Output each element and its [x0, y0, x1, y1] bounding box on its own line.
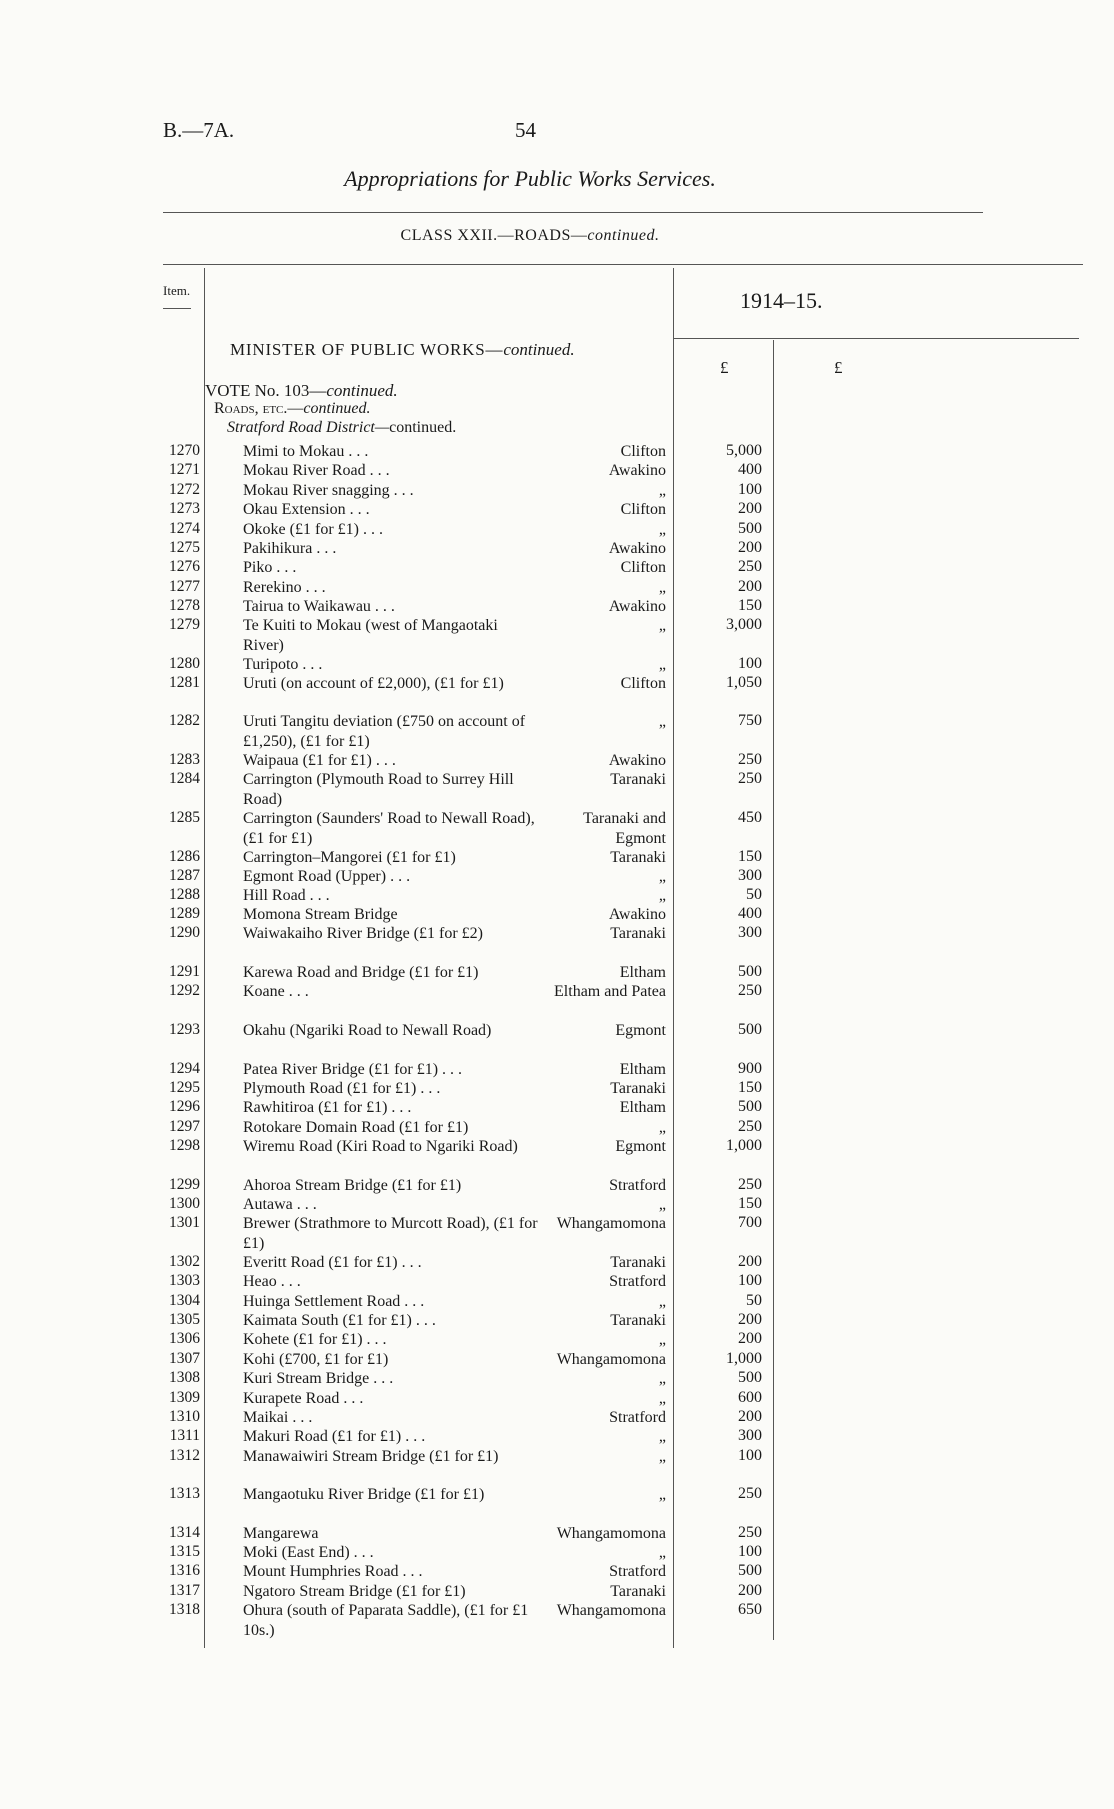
item-amount: 300 — [738, 867, 762, 884]
item-amount: 100 — [738, 1447, 762, 1464]
item-amount: 650 — [738, 1601, 762, 1618]
item-description: Kuri Stream Bridge . . . — [243, 1370, 394, 1387]
item-district: Taranaki — [610, 1080, 666, 1097]
item-number: 1278 — [169, 597, 200, 614]
item-description: Kohi (£700, £1 for £1) — [243, 1351, 389, 1368]
item-description: Carrington (Plymouth Road to Surrey Hill Road) — [243, 771, 514, 808]
item-amount: 50 — [746, 886, 762, 903]
item-amount: 100 — [738, 481, 762, 498]
district-heading-main: Stratford Road District— — [227, 419, 390, 436]
item-amount: 200 — [738, 1582, 762, 1599]
item-district: Awakino — [608, 462, 666, 479]
item-number: 1310 — [169, 1408, 200, 1425]
class-heading-suffix: continued. — [587, 227, 660, 244]
item-district: Clifton — [620, 501, 666, 518]
item-amount: 200 — [738, 1311, 762, 1328]
item-description: Mimi to Mokau . . . — [243, 443, 369, 460]
item-number: 1285 — [169, 809, 200, 826]
item-description: Hill Road . . . — [243, 887, 330, 904]
item-description: Carrington (Saunders' Road to Newall Road), (£1 for £1) — [243, 810, 535, 847]
item-description: Plymouth Road (£1 for £1) . . . — [243, 1080, 441, 1097]
item-amount: 200 — [738, 578, 762, 595]
district-heading — [227, 419, 456, 437]
item-number: 1275 — [169, 539, 200, 556]
year-rule — [674, 338, 1079, 339]
item-amount: 3,000 — [726, 616, 762, 633]
item-number: 1291 — [169, 963, 200, 980]
item-amount: 250 — [738, 1485, 762, 1502]
item-number: 1273 — [169, 500, 200, 517]
item-description: Uruti (on account of £2,000), (£1 for £1) — [243, 675, 504, 692]
item-number: 1306 — [169, 1330, 200, 1347]
item-number: 1283 — [169, 751, 200, 768]
item-amount: 1,050 — [726, 674, 762, 691]
roads-heading — [214, 400, 371, 418]
item-number: 1279 — [169, 616, 200, 633]
item-district: Whangamomona — [556, 1215, 666, 1232]
item-description: Patea River Bridge (£1 for £1) . . . — [243, 1061, 463, 1078]
roads-heading-main: Roads, etc.— — [214, 400, 304, 417]
item-number: 1316 — [169, 1562, 200, 1579]
amount-column-divider — [773, 340, 774, 1640]
item-district: Taranaki — [610, 849, 666, 866]
item-number: 1289 — [169, 905, 200, 922]
item-district: „ — [658, 1331, 666, 1348]
item-number: 1271 — [169, 461, 200, 478]
page-title: Appropriations for Public Works Services. — [344, 166, 716, 191]
item-number: 1294 — [169, 1060, 200, 1077]
item-description: Huinga Settlement Road . . . — [243, 1293, 425, 1310]
item-district: Taranaki — [610, 925, 666, 942]
table-top-rule — [163, 264, 1083, 265]
item-district: Taranaki — [610, 1583, 666, 1600]
item-number: 1313 — [169, 1485, 200, 1502]
item-amount: 600 — [738, 1389, 762, 1406]
item-number: 1287 — [169, 867, 200, 884]
vote-heading-suffix: continued. — [326, 381, 398, 400]
item-district: „ — [658, 713, 666, 730]
item-district: „ — [658, 1196, 666, 1213]
document-code: B.—7A. — [163, 118, 235, 142]
item-number: 1270 — [169, 442, 200, 459]
item-description: Okau Extension . . . — [243, 501, 370, 518]
item-district: „ — [658, 579, 666, 596]
vote-heading — [205, 381, 398, 401]
item-amount: 150 — [738, 597, 762, 614]
item-description: Egmont Road (Upper) . . . — [243, 868, 411, 885]
item-number: 1280 — [169, 655, 200, 672]
item-number: 1284 — [169, 770, 200, 787]
item-amount: 50 — [746, 1292, 762, 1309]
item-number: 1315 — [169, 1543, 200, 1560]
item-underline — [163, 308, 191, 309]
item-amount: 200 — [738, 1408, 762, 1425]
item-amount: 1,000 — [726, 1137, 762, 1154]
item-district: Clifton — [620, 675, 666, 692]
item-district: Awakino — [608, 906, 666, 923]
item-amount: 500 — [738, 963, 762, 980]
item-amount: 100 — [738, 1272, 762, 1289]
item-district: „ — [658, 1119, 666, 1136]
item-description: Carrington–Mangorei (£1 for £1) — [243, 849, 456, 866]
item-description: Momona Stream Bridge — [243, 906, 398, 923]
item-description: Moki (East End) . . . — [243, 1544, 374, 1561]
item-district: Awakino — [608, 598, 666, 615]
year-header: 1914–15. — [740, 288, 823, 313]
item-district: Eltham — [619, 1061, 666, 1078]
item-description: Manawaiwiri Stream Bridge (£1 for £1) — [243, 1448, 499, 1465]
page-number: 54 — [515, 118, 536, 142]
item-number: 1302 — [169, 1253, 200, 1270]
item-amount: 500 — [738, 1098, 762, 1115]
item-description: Mokau River snagging . . . — [243, 482, 414, 499]
item-district: „ — [658, 1293, 666, 1310]
district-column-divider — [673, 268, 674, 1648]
item-description: Heao . . . — [243, 1273, 301, 1290]
item-number: 1318 — [169, 1601, 200, 1618]
item-amount: 300 — [738, 1427, 762, 1444]
item-number: 1309 — [169, 1389, 200, 1406]
item-amount: 100 — [738, 655, 762, 672]
item-district: „ — [658, 1486, 666, 1503]
item-amount: 900 — [738, 1060, 762, 1077]
item-number: 1312 — [169, 1447, 200, 1464]
item-amount: 250 — [738, 1118, 762, 1135]
item-district: Taranaki — [610, 1254, 666, 1271]
item-district: „ — [658, 482, 666, 499]
item-amount: 250 — [738, 1176, 762, 1193]
vote-heading-main: VOTE No. 103— — [205, 381, 327, 400]
item-district: „ — [658, 887, 666, 904]
item-district: Clifton — [620, 559, 666, 576]
item-number: 1282 — [169, 712, 200, 729]
item-number: 1317 — [169, 1582, 200, 1599]
item-description: Piko . . . — [243, 559, 297, 576]
minister-heading-suffix: continued. — [503, 340, 575, 359]
item-district: „ — [658, 656, 666, 673]
item-number: 1308 — [169, 1369, 200, 1386]
pound-symbol-1: £ — [720, 358, 729, 377]
item-district: Stratford — [609, 1409, 666, 1426]
item-description: Koane . . . — [243, 983, 309, 1000]
item-district: Awakino — [608, 752, 666, 769]
item-description: Mokau River Road . . . — [243, 462, 390, 479]
item-district: „ — [658, 1390, 666, 1407]
item-description: Mangarewa — [243, 1525, 319, 1542]
item-description: Rawhitiroa (£1 for £1) . . . — [243, 1099, 412, 1116]
item-district: Egmont — [615, 1138, 666, 1155]
item-amount: 500 — [738, 1562, 762, 1579]
item-description: Wiremu Road (Kiri Road to Ngariki Road) — [243, 1138, 518, 1155]
item-description: Ahoroa Stream Bridge (£1 for £1) — [243, 1177, 462, 1194]
item-district: „ — [658, 521, 666, 538]
item-district: Stratford — [609, 1563, 666, 1580]
item-district: Taranaki and Egmont — [583, 810, 666, 847]
item-amount: 150 — [738, 1079, 762, 1096]
item-number: 1314 — [169, 1524, 200, 1541]
item-district: Taranaki — [610, 1312, 666, 1329]
item-number: 1286 — [169, 848, 200, 865]
item-number: 1298 — [169, 1137, 200, 1154]
item-amount: 700 — [738, 1214, 762, 1231]
item-number: 1304 — [169, 1292, 200, 1309]
item-number: 1297 — [169, 1118, 200, 1135]
item-description: Karewa Road and Bridge (£1 for £1) — [243, 964, 479, 981]
item-description: Ngatoro Stream Bridge (£1 for £1) — [243, 1583, 466, 1600]
item-amount: 200 — [738, 500, 762, 517]
item-description: Mount Humphries Road . . . — [243, 1563, 423, 1580]
class-heading-main: CLASS XXII.—ROADS— — [400, 227, 588, 244]
item-amount: 100 — [738, 1543, 762, 1560]
item-number: 1293 — [169, 1021, 200, 1038]
item-amount: 400 — [738, 905, 762, 922]
item-description: Brewer (Strathmore to Murcott Road), (£1 for £1) — [243, 1215, 538, 1252]
item-number: 1272 — [169, 481, 200, 498]
item-amount: 250 — [738, 558, 762, 575]
item-description: Waiwakaiho River Bridge (£1 for £2) — [243, 925, 483, 942]
item-amount: 400 — [738, 461, 762, 478]
item-district: „ — [658, 1448, 666, 1465]
item-description: Uruti Tangitu deviation (£750 on account of £1,250), (£1 for £1) — [243, 713, 526, 750]
minister-heading-main: MINISTER OF PUBLIC WORKS— — [230, 340, 504, 359]
item-district: Eltham — [619, 964, 666, 981]
minister-heading — [230, 340, 575, 360]
item-amount: 150 — [738, 848, 762, 865]
item-amount: 250 — [738, 1524, 762, 1541]
item-number: 1301 — [169, 1214, 200, 1231]
district-heading-suffix: continued. — [389, 419, 457, 436]
item-number: 1292 — [169, 982, 200, 999]
class-heading — [0, 227, 1060, 245]
item-amount: 150 — [738, 1195, 762, 1212]
item-description: Rotokare Domain Road (£1 for £1) — [243, 1119, 469, 1136]
item-description: Everitt Road (£1 for £1) . . . — [243, 1254, 422, 1271]
item-district: Egmont — [615, 1022, 666, 1039]
item-amount: 450 — [738, 809, 762, 826]
item-amount: 250 — [738, 770, 762, 787]
item-amount: 500 — [738, 1021, 762, 1038]
item-number: 1307 — [169, 1350, 200, 1367]
item-amount: 750 — [738, 712, 762, 729]
item-amount: 1,000 — [726, 1350, 762, 1367]
pound-symbol-2: £ — [834, 358, 843, 377]
item-number: 1276 — [169, 558, 200, 575]
item-amount: 250 — [738, 751, 762, 768]
item-district: Eltham and Patea — [554, 983, 666, 1000]
item-description: Okahu (Ngariki Road to Newall Road) — [243, 1022, 492, 1039]
item-district: „ — [658, 1544, 666, 1561]
item-description: Kohete (£1 for £1) . . . — [243, 1331, 387, 1348]
item-number: 1311 — [169, 1427, 200, 1444]
title-rule — [163, 212, 983, 213]
item-district: Clifton — [620, 443, 666, 460]
item-amount: 250 — [738, 982, 762, 999]
item-description: Te Kuiti to Mokau (west of Mangaotaki River) — [243, 617, 498, 654]
item-district: „ — [658, 1370, 666, 1387]
item-district: Stratford — [609, 1273, 666, 1290]
item-description: Makuri Road (£1 for £1) . . . — [243, 1428, 426, 1445]
item-district: Whangamomona — [556, 1351, 666, 1368]
item-description: Rerekino . . . — [243, 579, 326, 596]
item-amount: 5,000 — [726, 442, 762, 459]
item-description: Autawa . . . — [243, 1196, 317, 1213]
item-district: „ — [658, 617, 666, 634]
item-amount: 500 — [738, 520, 762, 537]
item-description: Maikai . . . — [243, 1409, 313, 1426]
item-column-divider — [204, 268, 205, 1648]
item-number: 1288 — [169, 886, 200, 903]
item-description: Okoke (£1 for £1) . . . — [243, 521, 383, 538]
item-number: 1305 — [169, 1311, 200, 1328]
item-district: Stratford — [609, 1177, 666, 1194]
item-description: Turipoto . . . — [243, 656, 323, 673]
item-number: 1299 — [169, 1176, 200, 1193]
item-district: Whangamomona — [556, 1602, 666, 1619]
item-number: 1274 — [169, 520, 200, 537]
item-description: Tairua to Waikawau . . . — [243, 598, 395, 615]
item-description: Kurapete Road . . . — [243, 1390, 364, 1407]
item-district: „ — [658, 868, 666, 885]
item-number: 1295 — [169, 1079, 200, 1096]
item-amount: 200 — [738, 1253, 762, 1270]
item-number: 1300 — [169, 1195, 200, 1212]
item-number: 1281 — [169, 674, 200, 691]
item-number: 1277 — [169, 578, 200, 595]
item-district: Awakino — [608, 540, 666, 557]
item-column-header: Item. — [163, 283, 191, 298]
item-district: Taranaki — [610, 771, 666, 788]
item-number: 1303 — [169, 1272, 200, 1289]
item-description: Mangaotuku River Bridge (£1 for £1) — [243, 1486, 485, 1503]
item-amount: 500 — [738, 1369, 762, 1386]
item-description: Ohura (south of Paparata Saddle), (£1 for £1 10s.) — [243, 1602, 529, 1639]
item-number: 1290 — [169, 924, 200, 941]
item-description: Kaimata South (£1 for £1) . . . — [243, 1312, 436, 1329]
item-number: 1296 — [169, 1098, 200, 1115]
item-amount: 300 — [738, 924, 762, 941]
item-description: Pakihikura . . . — [243, 540, 337, 557]
item-district: Eltham — [619, 1099, 666, 1116]
item-district: Whangamomona — [556, 1525, 666, 1542]
item-amount: 200 — [738, 1330, 762, 1347]
item-district: „ — [658, 1428, 666, 1445]
item-amount: 200 — [738, 539, 762, 556]
item-description: Waipaua (£1 for £1) . . . — [243, 752, 396, 769]
roads-heading-suffix: continued. — [303, 400, 371, 417]
